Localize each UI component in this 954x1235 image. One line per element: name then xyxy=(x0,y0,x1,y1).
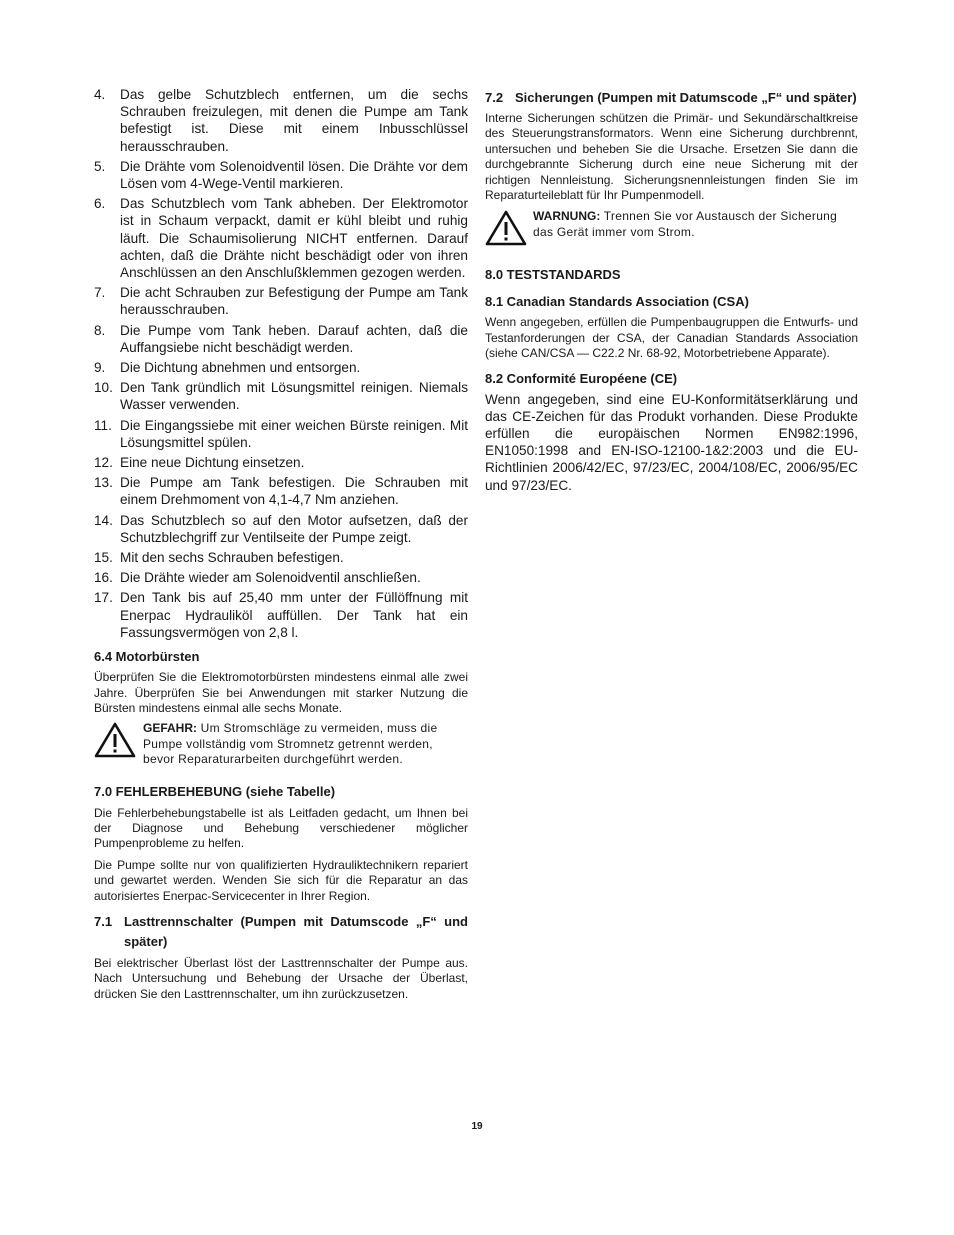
section-8-2-heading: 8.2 Conformité Européene (CE) xyxy=(485,370,678,386)
list-item: 7. Die acht Schrauben zur Befestigung der Pumpe am Tank herausschrauben. xyxy=(94,285,468,318)
right-column xyxy=(485,86,858,494)
section-7-1-text: Bei elektrischer Überlast löst der Lasttrennschalter der Pumpe aus. Nach Untersuchung und Behebung der Ursache der Überlast, drücken Sie den Lasttrennschalter, um ihn zurückzusetzen. xyxy=(94,955,468,1001)
danger-notice xyxy=(94,721,468,767)
section-6-4-text: Überprüfen Sie die Elektromotorbürsten mindestens einmal alle zwei Jahre. Überprüfen Sie bei Anwendungen mit starker Nutzung die Bürsten mindestens einmal alle sechs Monate. xyxy=(94,670,468,715)
list-item: 15. Mit den sechs Schrauben befestigen. xyxy=(94,550,344,566)
list-item: 11. Die Eingangssiebe mit einer weichen Bürste reinigen. Mit Lösungsmittel spülen. xyxy=(94,417,468,450)
left-column xyxy=(94,86,468,1002)
section-8-2-text: Wenn angegeben, sind eine EU-Konformitätserklärung und das CE-Zeichen für das Produkt vorhanden. Diese Produkte erfüllen die europäischen Normen EN982:1996, EN1050:1998 and EN-ISO-12100-1&2:2003 und die EU-Richtlinien 2006/42/EC, 97/23/EC, 2004/108/EC, 2006/95/EC und 97/23/EC. xyxy=(485,391,858,493)
section-6-4-heading: 6.4 Motorbürsten xyxy=(94,649,200,665)
section-8-0-heading: 8.0 TESTSTANDARDS xyxy=(485,267,621,283)
page-number: 19 xyxy=(471,1121,483,1132)
warning-label: WARNUNG: xyxy=(533,209,601,224)
list-item: 10. Den Tank gründlich mit Lösungsmittel reinigen. Niemals Wasser verwenden. xyxy=(94,380,468,413)
section-8-1-heading: 8.1 Canadian Standards Association (CSA) xyxy=(485,294,749,310)
list-item: 6. Das Schutzblech vom Tank abheben. Der Elektromotor ist in Schaum verpackt, damit er kühl bleibt und ruhig läuft. Die Schaumisolierung NICHT entfernen. Darauf achten, daß die Drähte nicht beschädigt oder von ihren Anschlüssen an den Anschlußklemmen gezogen werden. xyxy=(94,196,468,281)
section-7-0-heading: 7.0 FEHLERBEHEBUNG (siehe Tabelle) xyxy=(94,783,336,799)
list-item: 9. Die Dichtung abnehmen und entsorgen. xyxy=(94,360,361,376)
list-item: 14. Das Schutzblech so auf den Motor aufsetzen, daß der Schutzblechgriff zur Ventilseite der Pumpe zeigt. xyxy=(94,512,468,545)
warning-triangle-icon xyxy=(485,209,527,247)
section-8-1-text: Wenn angegeben, erfüllen die Pumpenbaugruppen die Entwurfs- und Testanforderungen der CSA, der Canadian Standards Association (siehe CAN/CSA — C22.2 Nr. 68-92, Motorbetriebene Apparate). xyxy=(485,315,858,361)
list-item: 4. Das gelbe Schutzblech entfernen, um die sechs Schrauben freizulegen, mit denen die Pumpe am Tank befestigt ist. Diese mit einem Inbusschlüssel herausschrauben. xyxy=(94,87,468,154)
step-list xyxy=(94,86,468,641)
danger-label: GEFAHR: xyxy=(143,721,197,736)
list-item: 12. Eine neue Dichtung einsetzen. xyxy=(94,455,305,471)
section-7-2-heading: 7.2 Sicherungen (Pumpen mit Datumscode „F“ und später) xyxy=(485,90,857,105)
list-item: 8. Die Pumpe vom Tank heben. Darauf achten, daß die Auffangsiebe nicht beschädigt werden. xyxy=(94,322,468,355)
danger-text: GEFAHR: Um Stromschläge zu vermeiden, muss die Pumpe vollständig vom Stromnetz getrennt werden, bevor Reparaturarbeiten durchgeführt werden. xyxy=(143,721,438,767)
warning-text: WARNUNG: Trennen Sie vor Austausch der Sicherung das Gerät immer vom Strom. xyxy=(533,209,838,239)
warning-triangle-icon xyxy=(94,721,136,759)
list-item: 17. Den Tank bis auf 25,40 mm unter der Füllöffnung mit Enerpac Hydrauliköl auffüllen. Der Tank hat ein Fassungsvermögen von 2,8 l. xyxy=(94,590,468,640)
section-7-2-text: Interne Sicherungen schützen die Primär- und Sekundärschaltkreise des Steuerungstransformators. Wenn eine Sicherung durchbrennt, untersuchen und beheben Sie die Ursache. Ersetzen Sie dann die durchgebrannte Sicherung durch eine neue Sicherung mit der richtigen Nennleistung. Sicherungsnennleistungen finden Sie im Reparaturteileblatt für Ihr Pumpenmodell. xyxy=(485,111,858,203)
list-item: 13. Die Pumpe am Tank befestigen. Die Schrauben mit einem Drehmoment von 4,1-4,7 Nm anziehen. xyxy=(94,475,468,508)
list-item: 16. Die Drähte wieder am Solenoidventil anschließen. xyxy=(94,570,421,586)
list-item: 5. Die Drähte vom Solenoidventil lösen. Die Drähte vor dem Lösen vom 4-Wege-Ventil markieren. xyxy=(94,158,468,192)
warning-notice xyxy=(485,209,858,247)
section-7-1-heading: 7.1 Lasttrennschalter (Pumpen mit Datumscode „F“ und später) xyxy=(94,913,468,949)
section-7-0-text-2: Die Pumpe sollte nur von qualifizierten Hydrauliktechnikern repariert und gewartet werden. Wenden Sie sich für die Reparatur an das autorisiertes Enerpac-Servicecenter in Ihrer Region. xyxy=(94,857,468,903)
section-7-0-text-1: Die Fehlerbehebungstabelle ist als Leitfaden gedacht, um Ihnen bei der Diagnose und Behebung verschiedener möglicher Pumpenprobleme zu helfen. xyxy=(94,805,468,851)
